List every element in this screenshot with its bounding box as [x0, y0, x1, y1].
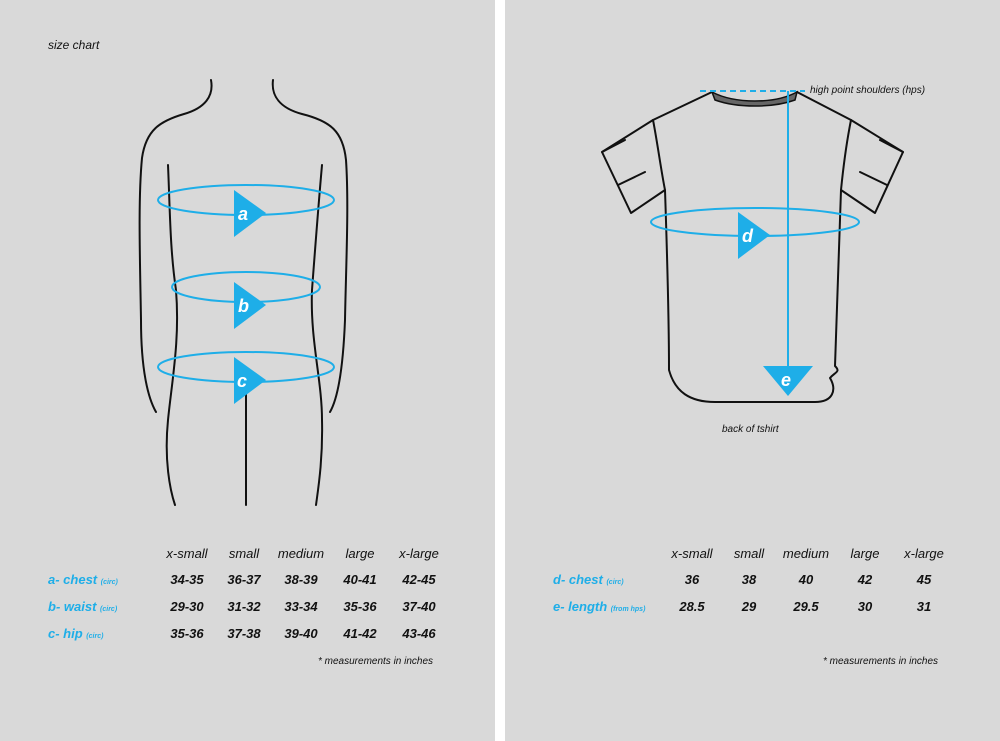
cell-chest-x-large: 42-45: [402, 572, 436, 587]
row-label-length: e- length (from hps): [553, 599, 646, 614]
cell-hip-small: 37-38: [227, 626, 261, 641]
cell-length-x-small: 28.5: [679, 599, 705, 614]
col-header-x-large: x-large: [399, 546, 439, 561]
cell-chest-small: 38: [741, 572, 757, 587]
measurement-note: * measurements in inches: [823, 656, 939, 667]
size-chart-title: size chart: [48, 38, 100, 52]
tshirt-caption: back of tshirt: [722, 424, 779, 435]
torso-left-line: [167, 165, 177, 505]
marker-d-label: d: [742, 226, 753, 246]
left-sleeve-seam: [653, 120, 665, 190]
cell-hip-large: 41-42: [343, 626, 377, 641]
cell-chest-medium: 40: [798, 572, 814, 587]
cell-length-x-large: 31: [916, 599, 932, 614]
marker-e-label: e: [781, 370, 792, 390]
collar-shape: [712, 92, 797, 106]
left-cuff-line-2: [618, 172, 645, 185]
body-right-outline: [273, 80, 348, 412]
cell-chest-small: 36-37: [227, 572, 261, 587]
cell-chest-x-small: 34-35: [170, 572, 204, 587]
col-header-x-small: x-small: [671, 546, 713, 561]
cell-chest-large: 42: [857, 572, 873, 587]
cell-hip-x-large: 43-46: [402, 626, 436, 641]
row-label-waist: b- waist (circ): [48, 599, 118, 614]
cell-waist-x-large: 37-40: [402, 599, 436, 614]
row-label-hip: c- hip (circ): [48, 626, 104, 641]
marker-a-label: a: [238, 204, 249, 224]
col-header-small: small: [733, 546, 765, 561]
right-cuff-line: [880, 140, 903, 152]
col-header-x-large: x-large: [904, 546, 944, 561]
row-label-chest: a- chest (circ): [48, 572, 118, 587]
col-header-x-small: x-small: [166, 546, 208, 561]
cell-chest-x-large: 45: [916, 572, 932, 587]
torso-right-line: [312, 165, 322, 505]
right-sleeve-seam: [841, 120, 851, 190]
cell-chest-medium: 38-39: [284, 572, 318, 587]
right-cuff-line-2: [860, 172, 887, 185]
cell-chest-large: 40-41: [343, 572, 377, 587]
row-label-chest: d- chest (circ): [553, 572, 624, 587]
hps-label: high point shoulders (hps): [810, 85, 926, 96]
measurement-note: * measurements in inches: [318, 656, 434, 667]
col-header-small: small: [228, 546, 260, 561]
tshirt-illustration: [505, 0, 1000, 741]
cell-length-small: 29: [741, 599, 757, 614]
col-header-large: large: [850, 546, 880, 561]
col-header-medium: medium: [782, 546, 830, 561]
marker-b-label: b: [238, 296, 249, 316]
col-header-large: large: [345, 546, 375, 561]
cell-hip-medium: 39-40: [284, 626, 318, 641]
cell-waist-x-small: 29-30: [170, 599, 204, 614]
body-size-panel: [0, 0, 495, 741]
cell-hip-x-small: 35-36: [170, 626, 204, 641]
cell-length-large: 30: [857, 599, 873, 614]
cell-waist-small: 31-32: [227, 599, 261, 614]
left-cuff-line: [602, 140, 625, 152]
cell-waist-large: 35-36: [343, 599, 377, 614]
col-header-medium: medium: [277, 546, 325, 561]
tshirt-size-panel: [505, 0, 1000, 741]
cell-waist-medium: 33-34: [284, 599, 318, 614]
marker-c-label: c: [237, 371, 248, 391]
cell-chest-x-small: 36: [684, 572, 700, 587]
cell-length-medium: 29.5: [793, 599, 819, 614]
